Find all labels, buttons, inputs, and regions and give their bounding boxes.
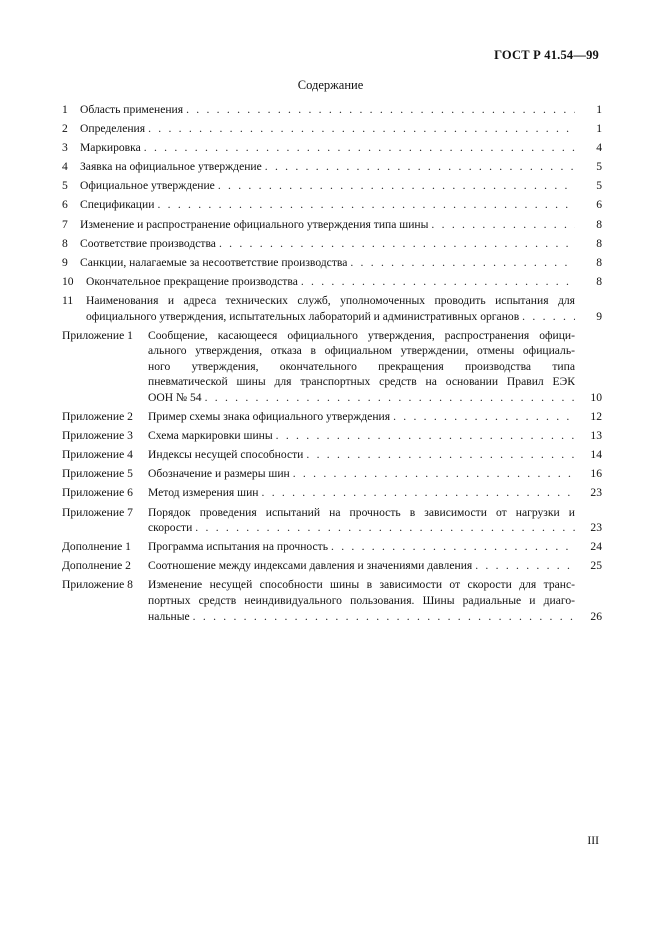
- toc-entry-title-line: Спецификации: [80, 198, 155, 212]
- toc-entry-title-line: Порядок проведения испытаний на прочность в зависимости от нагрузки и: [148, 505, 575, 519]
- toc-entry-title-line: Программа испытания на прочность: [148, 540, 329, 554]
- toc-entry[interactable]: [62, 274, 602, 290]
- toc-entry-page: 6: [596, 198, 602, 212]
- toc-entry-number: Дополнение 1: [62, 540, 131, 554]
- toc-entry-title-line: скорости: [148, 521, 193, 535]
- toc-entry-number: 9: [62, 255, 68, 269]
- dot-leader: [522, 309, 575, 325]
- toc-entry[interactable]: [62, 102, 602, 118]
- toc-entry-title-line: Окончательное прекращение производства: [86, 274, 298, 288]
- document-code: ГОСТ Р 41.54—99: [494, 48, 599, 62]
- toc-entry-page: 8: [596, 255, 602, 269]
- toc-entry[interactable]: [62, 505, 602, 536]
- toc-entry-number: 2: [62, 122, 68, 136]
- dot-leader: [293, 466, 575, 482]
- toc-entry-number: Приложение 4: [62, 448, 133, 462]
- toc-entry[interactable]: [62, 293, 602, 324]
- page-number: III: [587, 834, 599, 847]
- toc-entry-title-line: портных средств неиндивидуального пользования. Шины радиальные и диаго-: [148, 594, 575, 608]
- toc-entry-number: 5: [62, 179, 68, 193]
- toc-entry-page: 8: [596, 236, 602, 250]
- toc-entry-number: Приложение 7: [62, 505, 133, 519]
- toc-entry-page: 25: [590, 559, 602, 573]
- toc-entry-page: 10: [590, 391, 602, 404]
- toc-entry-title-line: Метод измерения шин: [148, 486, 259, 500]
- toc-entry-page: 23: [590, 521, 602, 535]
- toc-entry[interactable]: [62, 558, 602, 574]
- toc-entry-title-line: Изменение несущей способности шины в зависимости от скорости для транс-: [148, 578, 575, 592]
- dot-leader: [205, 390, 575, 406]
- toc-entry-title-line: Маркировка: [80, 141, 141, 155]
- toc-entry-number: 1: [62, 103, 68, 116]
- toc-entry-number: 11: [62, 293, 74, 307]
- toc-entry-page: 26: [590, 609, 602, 623]
- toc-entry[interactable]: [62, 328, 602, 406]
- toc-entry-title-line: ального утверждения, отказа в официальном утверждении, отмены официаль-: [148, 344, 575, 358]
- toc-entry[interactable]: [62, 485, 602, 501]
- page-title: Содержание: [297, 78, 364, 92]
- toc-entry-title-line: Индексы несущей способности: [148, 448, 304, 462]
- toc-entry-page: 13: [590, 429, 602, 443]
- toc-entry[interactable]: [62, 236, 602, 252]
- toc-entry-number: Приложение 6: [62, 486, 133, 500]
- toc-entry-number: Приложение 8: [62, 578, 133, 592]
- dot-leader: [218, 178, 575, 194]
- toc-entry-page: 24: [590, 540, 602, 554]
- dot-leader: [306, 447, 575, 463]
- toc-entry-title-line: ООН № 54: [148, 391, 202, 404]
- toc-entry-number: 6: [62, 198, 68, 212]
- toc-entry-title-line: Соответствие производства: [80, 236, 216, 250]
- toc-entry-page: 1: [596, 122, 602, 136]
- dot-leader: [331, 539, 575, 555]
- dot-leader: [475, 558, 575, 574]
- toc-entry[interactable]: [62, 447, 602, 463]
- toc-entry-number: Приложение 2: [62, 410, 133, 424]
- toc-entry-number: Приложение 5: [62, 467, 133, 481]
- toc-entry-page: 12: [590, 410, 602, 424]
- toc-entry[interactable]: [62, 539, 602, 555]
- toc-entry-title-line: Заявка на официальное утверждение: [80, 160, 262, 174]
- toc-entry-title-line: официального утверждения, испытательных лабораторий и административных органов: [86, 309, 520, 323]
- toc-entry[interactable]: [62, 121, 602, 137]
- dot-leader: [157, 197, 575, 213]
- toc-entry-number: Приложение 1: [62, 328, 133, 342]
- dot-leader: [393, 409, 575, 425]
- toc-entry-title-line: Санкции, налагаемые за несоответствие производства: [80, 255, 348, 269]
- toc-entry[interactable]: [62, 255, 602, 271]
- toc-entry-title-line: Сообщение, касающееся официального утверждения, распространения офици-: [148, 328, 575, 342]
- toc-entry-title-line: Официальное утверждение: [80, 179, 215, 193]
- toc-entry-number: 7: [62, 217, 68, 231]
- dot-leader: [193, 609, 575, 625]
- toc-entry-page: 1: [596, 103, 602, 116]
- dot-leader: [431, 217, 575, 233]
- dot-leader: [148, 121, 575, 137]
- toc-entry[interactable]: [62, 466, 602, 482]
- table-of-contents: [62, 102, 602, 628]
- toc-entry[interactable]: [62, 140, 602, 156]
- toc-entry[interactable]: [62, 577, 602, 624]
- toc-entry-title-line: Соотношение между индексами давления и значениями давления: [148, 559, 473, 573]
- toc-entry-page: 8: [596, 217, 602, 231]
- toc-entry[interactable]: [62, 178, 602, 194]
- toc-entry-page: 4: [596, 141, 602, 155]
- toc-entry-page: 14: [590, 448, 602, 462]
- toc-entry[interactable]: [62, 217, 602, 233]
- toc-entry-title-line: ного утверждения, окончательного прекращения производства типа: [148, 359, 575, 373]
- toc-entry-number: 4: [62, 160, 68, 174]
- toc-entry-number: Приложение 3: [62, 429, 133, 443]
- toc-entry-number: 3: [62, 141, 68, 155]
- dot-leader: [219, 236, 575, 252]
- toc-entry-title-line: Изменение и распространение официального утверждения типа шины: [80, 217, 429, 231]
- toc-entry-number: 8: [62, 236, 68, 250]
- toc-entry-page: 9: [596, 309, 602, 323]
- dot-leader: [262, 485, 576, 501]
- toc-entry-title-line: Схема маркировки шины: [148, 429, 273, 443]
- toc-entry-title-line: Наименования и адреса технических служб, уполномоченных проводить испытания для: [86, 293, 575, 307]
- dot-leader: [144, 140, 575, 156]
- dot-leader: [350, 255, 575, 271]
- toc-entry-page: 8: [596, 274, 602, 288]
- toc-entry[interactable]: [62, 197, 602, 213]
- dot-leader: [265, 159, 575, 175]
- toc-entry-title-line: пневматической шины для транспортных средств на основании Правил ЕЭК: [148, 375, 575, 389]
- dot-leader: [186, 102, 575, 118]
- toc-entry-title-line: Область применения: [80, 103, 184, 116]
- toc-entry-page: 23: [590, 486, 602, 500]
- toc-entry-page: 5: [596, 179, 602, 193]
- dot-leader: [195, 520, 575, 536]
- toc-entry[interactable]: [62, 409, 602, 425]
- dot-leader: [301, 274, 575, 290]
- toc-entry[interactable]: [62, 428, 602, 444]
- toc-entry-title-line: Пример схемы знака официального утверждения: [148, 410, 391, 424]
- toc-entry-number: 10: [62, 274, 74, 288]
- toc-entry-title-line: Обозначение и размеры шин: [148, 467, 290, 481]
- dot-leader: [276, 428, 575, 444]
- toc-entry-title-line: Определения: [80, 122, 146, 136]
- toc-entry-page: 16: [590, 467, 602, 481]
- toc-entry-page: 5: [596, 160, 602, 174]
- toc-entry[interactable]: [62, 159, 602, 175]
- toc-entry-number: Дополнение 2: [62, 559, 131, 573]
- toc-entry-title-line: нальные: [148, 609, 190, 623]
